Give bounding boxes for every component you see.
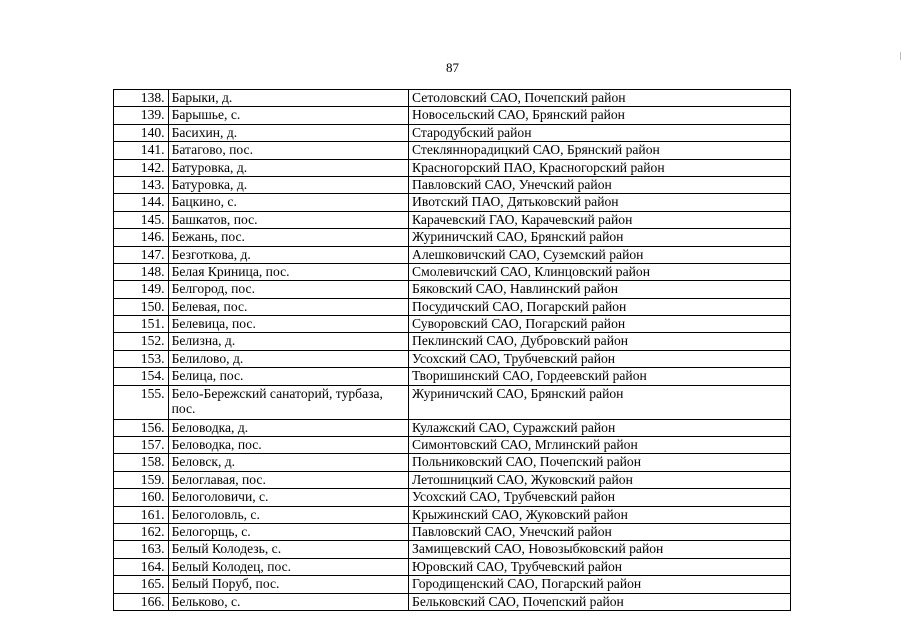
table-row: [114, 298, 791, 315]
administrative-unit: Сетоловский САО, Почепский район: [409, 90, 791, 107]
administrative-unit: Новосельский САО, Брянский район: [409, 107, 791, 124]
administrative-unit: Журиничский САО, Брянский район: [409, 229, 791, 246]
row-number: 153.: [114, 350, 169, 367]
settlement-name: Бельково, с.: [168, 593, 408, 610]
settlement-name: Белилово, д.: [168, 350, 408, 367]
table-row: [114, 333, 791, 350]
administrative-unit: Посудичский САО, Погарский район: [409, 298, 791, 315]
row-number: 139.: [114, 107, 169, 124]
row-number: 162.: [114, 523, 169, 540]
row-number: 144.: [114, 194, 169, 211]
table-row: [114, 316, 791, 333]
settlements-table: [113, 89, 791, 611]
table-row: [114, 437, 791, 454]
row-number: 158.: [114, 454, 169, 471]
settlement-name: Батуровка, д.: [168, 159, 408, 176]
row-number: 152.: [114, 333, 169, 350]
row-number: 147.: [114, 246, 169, 263]
settlement-name: Башкатов, пос.: [168, 211, 408, 228]
row-number: 160.: [114, 489, 169, 506]
settlement-name: Белогорщь, с.: [168, 523, 408, 540]
row-number: 161.: [114, 506, 169, 523]
table-row: [114, 176, 791, 193]
table-row: [114, 350, 791, 367]
row-number: 150.: [114, 298, 169, 315]
settlement-name: Басихин, д.: [168, 124, 408, 141]
table-row: [114, 454, 791, 471]
administrative-unit: Пеклинский САО, Дубровский район: [409, 333, 791, 350]
administrative-unit: Усохский САО, Трубчевский район: [409, 350, 791, 367]
row-number: 154.: [114, 368, 169, 385]
administrative-unit: Ивотский ПАО, Дятьковский район: [409, 194, 791, 211]
row-number: 159.: [114, 471, 169, 488]
table-row: [114, 263, 791, 280]
page-number: 87: [446, 60, 459, 75]
settlement-name: Белизна, д.: [168, 333, 408, 350]
settlement-name: Барышье, с.: [168, 107, 408, 124]
row-number: 166.: [114, 593, 169, 610]
row-number: 163.: [114, 541, 169, 558]
settlement-name: Батагово, пос.: [168, 142, 408, 159]
administrative-unit: Красногорский ПАО, Красногорский район: [409, 159, 791, 176]
settlement-name: Беловодка, д.: [168, 419, 408, 436]
administrative-unit: Усохский САО, Трубчевский район: [409, 489, 791, 506]
table-row: [114, 107, 791, 124]
settlement-name: Батуровка, д.: [168, 176, 408, 193]
table-row: [114, 593, 791, 610]
administrative-unit: Карачевский ГАО, Карачевский район: [409, 211, 791, 228]
table-row: [114, 576, 791, 593]
table-row: [114, 541, 791, 558]
row-number: 151.: [114, 316, 169, 333]
administrative-unit: Симонтовский САО, Мглинский район: [409, 437, 791, 454]
table-row: [114, 489, 791, 506]
settlement-name: Белый Поруб, пос.: [168, 576, 408, 593]
settlement-name: Белый Колодезь, с.: [168, 541, 408, 558]
administrative-unit: Смолевичский САО, Клинцовский район: [409, 263, 791, 280]
administrative-unit: Павловский САО, Унечский район: [409, 176, 791, 193]
settlement-name: Беловодка, пос.: [168, 437, 408, 454]
row-number: 164.: [114, 558, 169, 575]
table-row: [114, 471, 791, 488]
row-number: 140.: [114, 124, 169, 141]
settlement-name: Бацкино, с.: [168, 194, 408, 211]
administrative-unit: Замищевский САО, Новозыбковский район: [409, 541, 791, 558]
settlement-name: Белгород, пос.: [168, 281, 408, 298]
table-body: [114, 90, 791, 611]
administrative-unit: Польниковский САО, Почепский район: [409, 454, 791, 471]
settlement-name: Беловск, д.: [168, 454, 408, 471]
table-row: [114, 159, 791, 176]
administrative-unit: Летошницкий САО, Жуковский район: [409, 471, 791, 488]
settlement-name: Белоглавая, пос.: [168, 471, 408, 488]
settlement-name: Белоголовль, с.: [168, 506, 408, 523]
scan-speck: [900, 52, 901, 60]
administrative-unit: Алешковичский САО, Суземский район: [409, 246, 791, 263]
row-number: 156.: [114, 419, 169, 436]
settlement-name: Безготкова, д.: [168, 246, 408, 263]
row-number: 138.: [114, 90, 169, 107]
row-number: 146.: [114, 229, 169, 246]
row-number: 142.: [114, 159, 169, 176]
table-row: [114, 142, 791, 159]
row-number: 141.: [114, 142, 169, 159]
settlement-name: Барыки, д.: [168, 90, 408, 107]
table-row: [114, 419, 791, 436]
table-row: [114, 385, 791, 419]
table-row: [114, 124, 791, 141]
table-row: [114, 368, 791, 385]
table-row: [114, 281, 791, 298]
table-row: [114, 211, 791, 228]
administrative-unit: Бяковский САО, Навлинский район: [409, 281, 791, 298]
administrative-unit: Павловский САО, Унечский район: [409, 523, 791, 540]
administrative-unit: Крыжинский САО, Жуковский район: [409, 506, 791, 523]
settlement-name: Бежань, пос.: [168, 229, 408, 246]
administrative-unit: Суворовский САО, Погарский район: [409, 316, 791, 333]
row-number: 145.: [114, 211, 169, 228]
administrative-unit: Бельковский САО, Почепский район: [409, 593, 791, 610]
settlement-name: Белый Колодец, пос.: [168, 558, 408, 575]
settlement-name: Белая Криница, пос.: [168, 263, 408, 280]
administrative-unit: Творишинский САО, Гордеевский район: [409, 368, 791, 385]
administrative-unit: Юровский САО, Трубчевский район: [409, 558, 791, 575]
row-number: 155.: [114, 385, 169, 419]
table-row: [114, 246, 791, 263]
administrative-unit: Журиничский САО, Брянский район: [409, 385, 791, 419]
settlement-name: Белица, пос.: [168, 368, 408, 385]
row-number: 157.: [114, 437, 169, 454]
administrative-unit: Стекляннорадицкий САО, Брянский район: [409, 142, 791, 159]
settlement-name: Белевица, пос.: [168, 316, 408, 333]
settlement-name: Бело-Бережский санаторий, турбаза, пос.: [168, 385, 408, 419]
administrative-unit: Стародубский район: [409, 124, 791, 141]
row-number: 143.: [114, 176, 169, 193]
table-row: [114, 558, 791, 575]
row-number: 165.: [114, 576, 169, 593]
table-row: [114, 90, 791, 107]
settlement-name: Белевая, пос.: [168, 298, 408, 315]
row-number: 149.: [114, 281, 169, 298]
settlement-name: Белоголовичи, с.: [168, 489, 408, 506]
administrative-unit: Городищенский САО, Погарский район: [409, 576, 791, 593]
table-row: [114, 506, 791, 523]
table-row: [114, 229, 791, 246]
row-number: 148.: [114, 263, 169, 280]
table-row: [114, 194, 791, 211]
administrative-unit: Кулажский САО, Суражский район: [409, 419, 791, 436]
table-row: [114, 523, 791, 540]
